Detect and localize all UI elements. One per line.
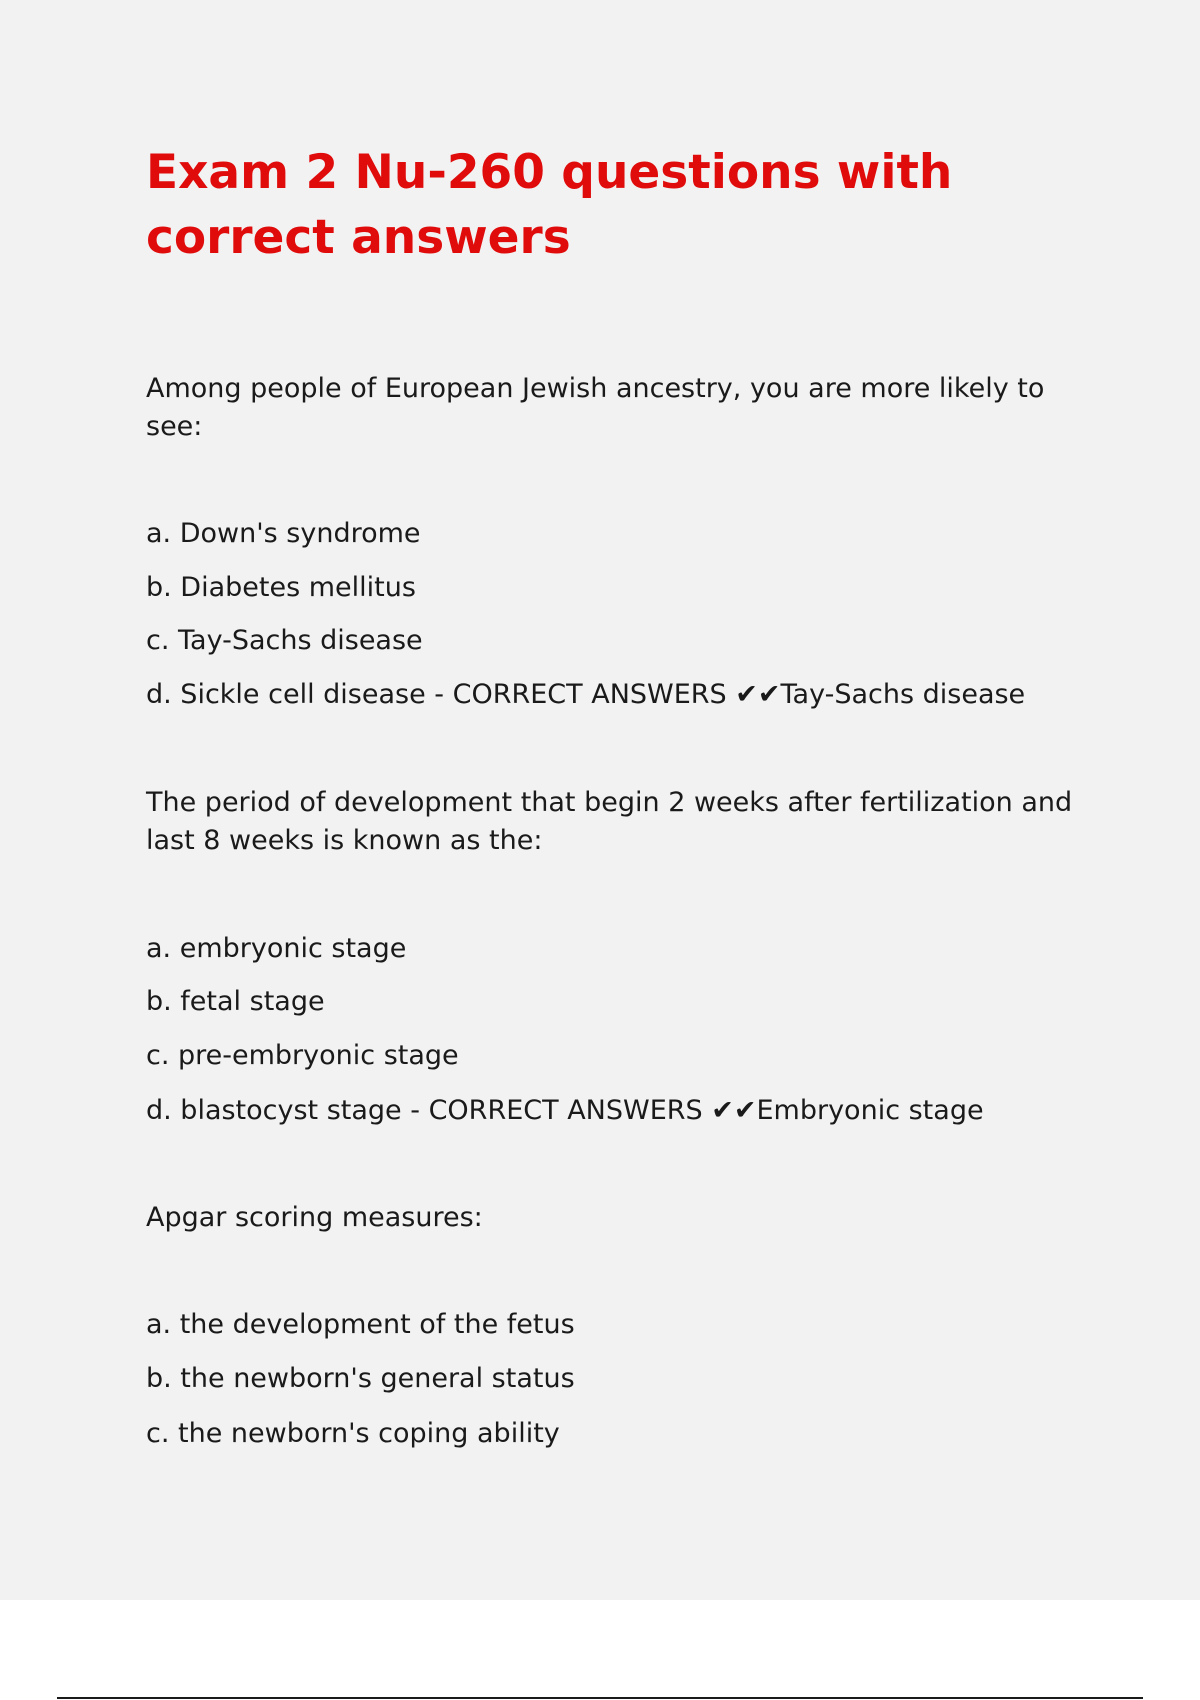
question-2-option-d-answer: d. blastocyst stage - CORRECT ANSWERS ✔✔Embryonic stage <box>146 1095 984 1126</box>
question-1-option-d-answer: d. Sickle cell disease - CORRECT ANSWERS ✔✔Tay-Sachs disease <box>146 679 1026 710</box>
question-1-option-c: c. Tay-Sachs disease <box>146 625 423 656</box>
question-2-option-a: a. embryonic stage <box>146 933 407 964</box>
question-3-option-c: c. the newborn's coping ability <box>146 1418 560 1449</box>
question-3-option-a: a. the development of the fetus <box>146 1309 575 1340</box>
question-2-option-b: b. fetal stage <box>146 986 325 1017</box>
question-3-option-b: b. the newborn's general status <box>146 1363 575 1394</box>
question-2-prompt: The period of development that begin 2 weeks after fertilization and last 8 weeks is known as the: <box>146 787 1073 856</box>
document-title: Exam 2 Nu-260 questions with correct answers <box>146 145 953 265</box>
question-1-option-a: a. Down's syndrome <box>146 518 421 549</box>
footer-divider <box>57 1697 1143 1699</box>
question-1-option-b: b. Diabetes mellitus <box>146 572 416 603</box>
question-3-prompt: Apgar scoring measures: <box>146 1202 483 1233</box>
question-2-option-c: c. pre-embryonic stage <box>146 1040 459 1071</box>
question-1-prompt: Among people of European Jewish ancestry, you are more likely to see: <box>146 373 1045 442</box>
